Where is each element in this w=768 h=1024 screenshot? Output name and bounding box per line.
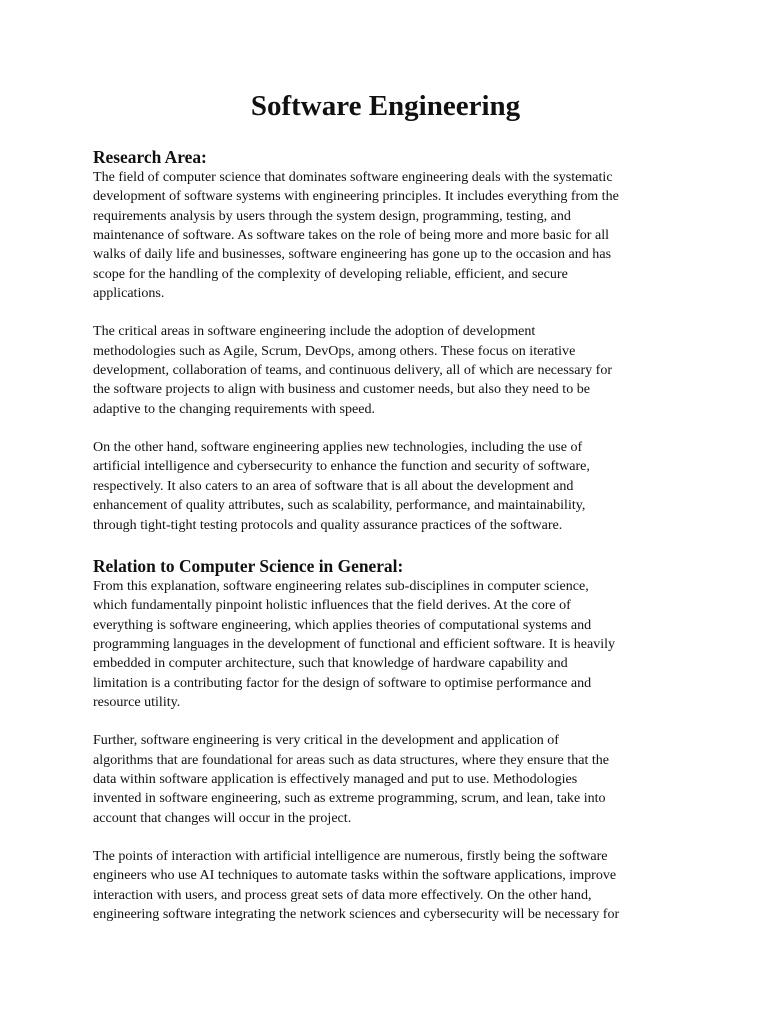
paragraph xyxy=(93,731,678,828)
text-line: From this explanation, software engineering relates sub-disciplines in computer science, xyxy=(93,578,589,594)
text-line: data within software application is effectively managed and put to use. Methodologies xyxy=(93,771,578,788)
text-line: the software projects to align with business and customer needs, but also they need to be xyxy=(93,381,590,398)
text-line: The critical areas in software engineering include the adoption of development xyxy=(93,323,536,340)
text-line: algorithms that are foundational for areas such as data structures, where they ensure that the xyxy=(93,751,610,768)
paragraph xyxy=(93,438,678,535)
text-line: which fundamentally pinpoint holistic influences that the field derives. At the core of xyxy=(93,597,571,614)
text-line: methodologies such as Agile, Scrum, DevOps, among others. These focus on iterative xyxy=(93,342,576,359)
text-line: adaptive to the changing requirements with speed. xyxy=(93,400,376,417)
text-line: artificial intelligence and cybersecurity to enhance the function and security of software, xyxy=(93,458,590,475)
text-line: development of software systems with engineering principles. It includes everything from the xyxy=(93,188,619,205)
text-line: everything is software engineering, which applies theories of computational systems and xyxy=(93,616,592,633)
text-line: On the other hand, software engineering applies new technologies, including the use of xyxy=(93,439,583,456)
text-line: The field of computer science that dominates software engineering deals with the systematic xyxy=(93,169,613,185)
text-line: interaction with users, and process great sets of data more effectively. On the other hand, xyxy=(93,886,592,903)
text-line: maintenance of software. As software takes on the role of being more and more basic for all xyxy=(93,227,610,244)
text-line: applications. xyxy=(93,285,165,302)
text-line: enhancement of quality attributes, such as scalability, performance, and maintainability, xyxy=(93,497,586,514)
text-line: programming languages in the development of functional and efficient software. It is heavily xyxy=(93,636,616,653)
section-research-area xyxy=(93,146,678,535)
text-line: respectively. It also caters to an area of software that is all about the development and xyxy=(93,477,574,494)
text-line: engineering software integrating the network sciences and cybersecurity will be necessary for xyxy=(93,906,620,923)
text-line: embedded in computer architecture, such that knowledge of hardware capability and xyxy=(93,655,568,672)
text-line: The points of interaction with artificial intelligence are numerous, firstly being the software xyxy=(93,848,608,865)
text-line: through tight-tight testing protocols and quality assurance practices of the software. xyxy=(93,516,563,533)
text-line: engineers who use AI techniques to automate tasks within the software applications, improve xyxy=(93,867,617,884)
text-line: Further, software engineering is very critical in the development and application of xyxy=(93,732,559,749)
text-line: requirements analysis by users through the system design, programming, testing, and xyxy=(93,207,571,224)
text-line: account that changes will occur in the project. xyxy=(93,809,352,826)
section-heading: Relation to Computer Science in General: xyxy=(93,556,404,576)
text-line: scope for the handling of the complexity of developing reliable, efficient, and secure xyxy=(93,265,568,282)
text-line: walks of daily life and businesses, software engineering has gone up to the occasion and has xyxy=(93,246,612,263)
text-line: limitation is a contributing factor for the design of software to optimise performance and xyxy=(93,674,592,691)
paragraph xyxy=(93,168,678,303)
paragraph xyxy=(93,847,678,924)
page-title: Software Engineering xyxy=(250,90,521,122)
section-heading: Research Area: xyxy=(93,147,207,167)
text-line: resource utility. xyxy=(93,694,181,711)
text-line: invented in software engineering, such as extreme programming, scrum, and lean, take into xyxy=(93,790,606,807)
paragraph xyxy=(93,577,678,712)
section-relation-to-cs xyxy=(93,555,678,925)
paragraph xyxy=(93,322,678,419)
text-line: development, collaboration of teams, and continuous delivery, all of which are necessary for xyxy=(93,362,613,379)
